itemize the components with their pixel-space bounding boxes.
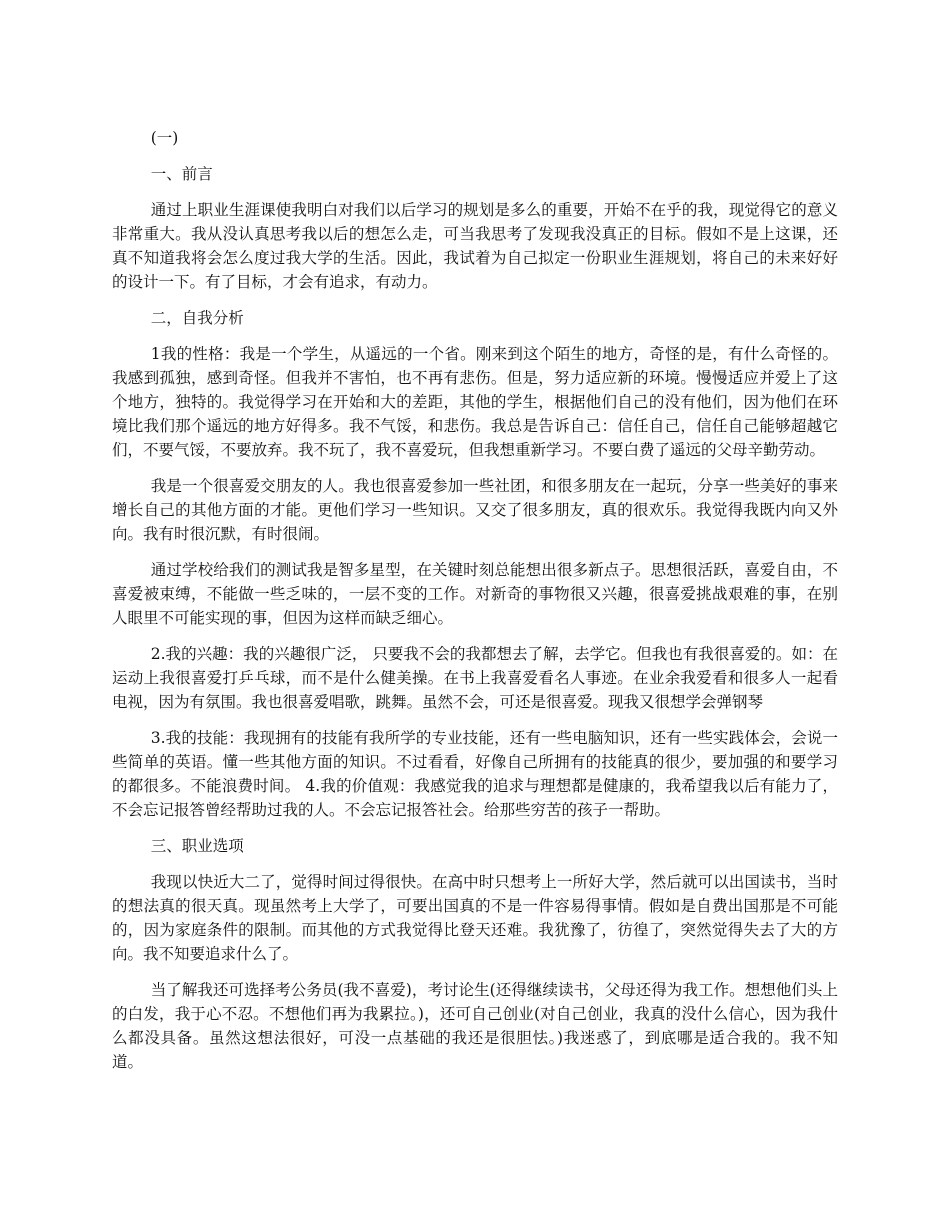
paragraph: 我现以快近大二了，觉得时间过得很快。在高中时只想考上一所好大学，然后就可以出国读书，当时的想法真的很天真。现虽然考上大学了，可要出国真的不是一件容易得事情。假如是自费出国那是不可能的，因为家庭条件的限制。而其他的方式我觉得比登天还难。我犹豫了，彷徨了，突然觉得失去了大的方向。我不知要追求什么了。 (112, 873, 838, 963)
section-title-career-options: 三、职业选项 (150, 837, 244, 855)
part-heading: (一) (150, 129, 179, 147)
paragraph: 2.我的兴趣：我的兴趣很广泛， 只要我不会的我都想去了解，去学它。但我也有我很喜爱的。如：在运动上我很喜爱打乒乓球，而不是什么健美操。在书上我喜爱看名人事迹。在业余我爱看和很多人一起看电视，因为有氛围。我也很喜爱唱歌，跳舞。虽然不会，可还是很喜爱。现我又很想学会弹钢琴 (112, 645, 838, 711)
paragraph: 3.我的技能：我现拥有的技能有我所学的专业技能，还有一些电脑知识，还有一些实践体会，会说一些简单的英语。懂一些其他方面的知识。不过看看，好像自己所拥有的技能真的很少，要加强的和要学习的都很多。不能浪费时间。 4.我的价值观：我感觉我的追求与理想都是健康的，我希望我以后有能力了，不会忘记报答曾经帮助过我的人。不会忘记报答社会。给那些穷苦的孩子一帮助。 (112, 729, 838, 819)
section-title-preface: 一、前言 (150, 165, 213, 183)
section-title-self-analysis: 二，自我分析 (150, 309, 244, 327)
paragraph: 当了解我还可选择考公务员(我不喜爱)，考讨论生(还得继续读书，父母还得为我工作。想想他们头上的白发，我于心不忍。不想他们再为我累拉。)，还可自己创业(对自己创业，我真的没什么信心，因为我什么都没具备。虽然这想法很好，可没一点基础的我还是很胆怯。)我迷惑了，到底哪是适合我的。我不知道。 (112, 981, 838, 1071)
paragraph: 通过学校给我们的测试我是智多星型，在关键时刻总能想出很多新点子。思想很活跃，喜爱自由，不喜爱被束缚，不能做一些乏味的，一层不变的工作。对新奇的事物很又兴趣，很喜爱挑战艰难的事，在别人眼里不可能实现的事，但因为这样而缺乏细心。 (112, 561, 838, 627)
paragraph: 1我的性格：我是一个学生，从遥远的一个省。刚来到这个陌生的地方，奇怪的是，有什么奇怪的。我感到孤独，感到奇怪。但我并不害怕，也不再有悲伤。但是，努力适应新的环境。慢慢适应并爱上了这个地方，独特的。我觉得学习在开始和大的差距，其他的学生，根据他们自己的没有他们，因为他们在环境比我们那个遥远的地方好得多。我不气馁，和悲伤。我总是告诉自己：信任自己，信任自己能够超越它们，不要气馁，不要放弃。我不玩了，我不喜爱玩，但我想重新学习。不要白费了遥远的父母辛勤劳动。 (112, 345, 838, 459)
paragraph: 通过上职业生涯课使我明白对我们以后学习的规划是多么的重要，开始不在乎的我，现觉得它的意义非常重大。我从没认真思考我以后的想怎么走，可当我思考了发现我没真正的目标。假如不是上这课，还真不知道我将会怎么度过我大学的生活。因此，我试着为自己拟定一份职业生涯规划，将自己的未来好好的设计一下。有了目标，才会有追求，有动力。 (112, 201, 838, 291)
paragraph: 我是一个很喜爱交朋友的人。我也很喜爱参加一些社团，和很多朋友在一起玩，分享一些美好的事来增长自己的其他方面的才能。更他们学习一些知识。又交了很多朋友，真的很欢乐。我觉得我既内向又外向。我有时很沉默，有时很闹。 (112, 477, 838, 543)
document-body (112, 126, 838, 1086)
